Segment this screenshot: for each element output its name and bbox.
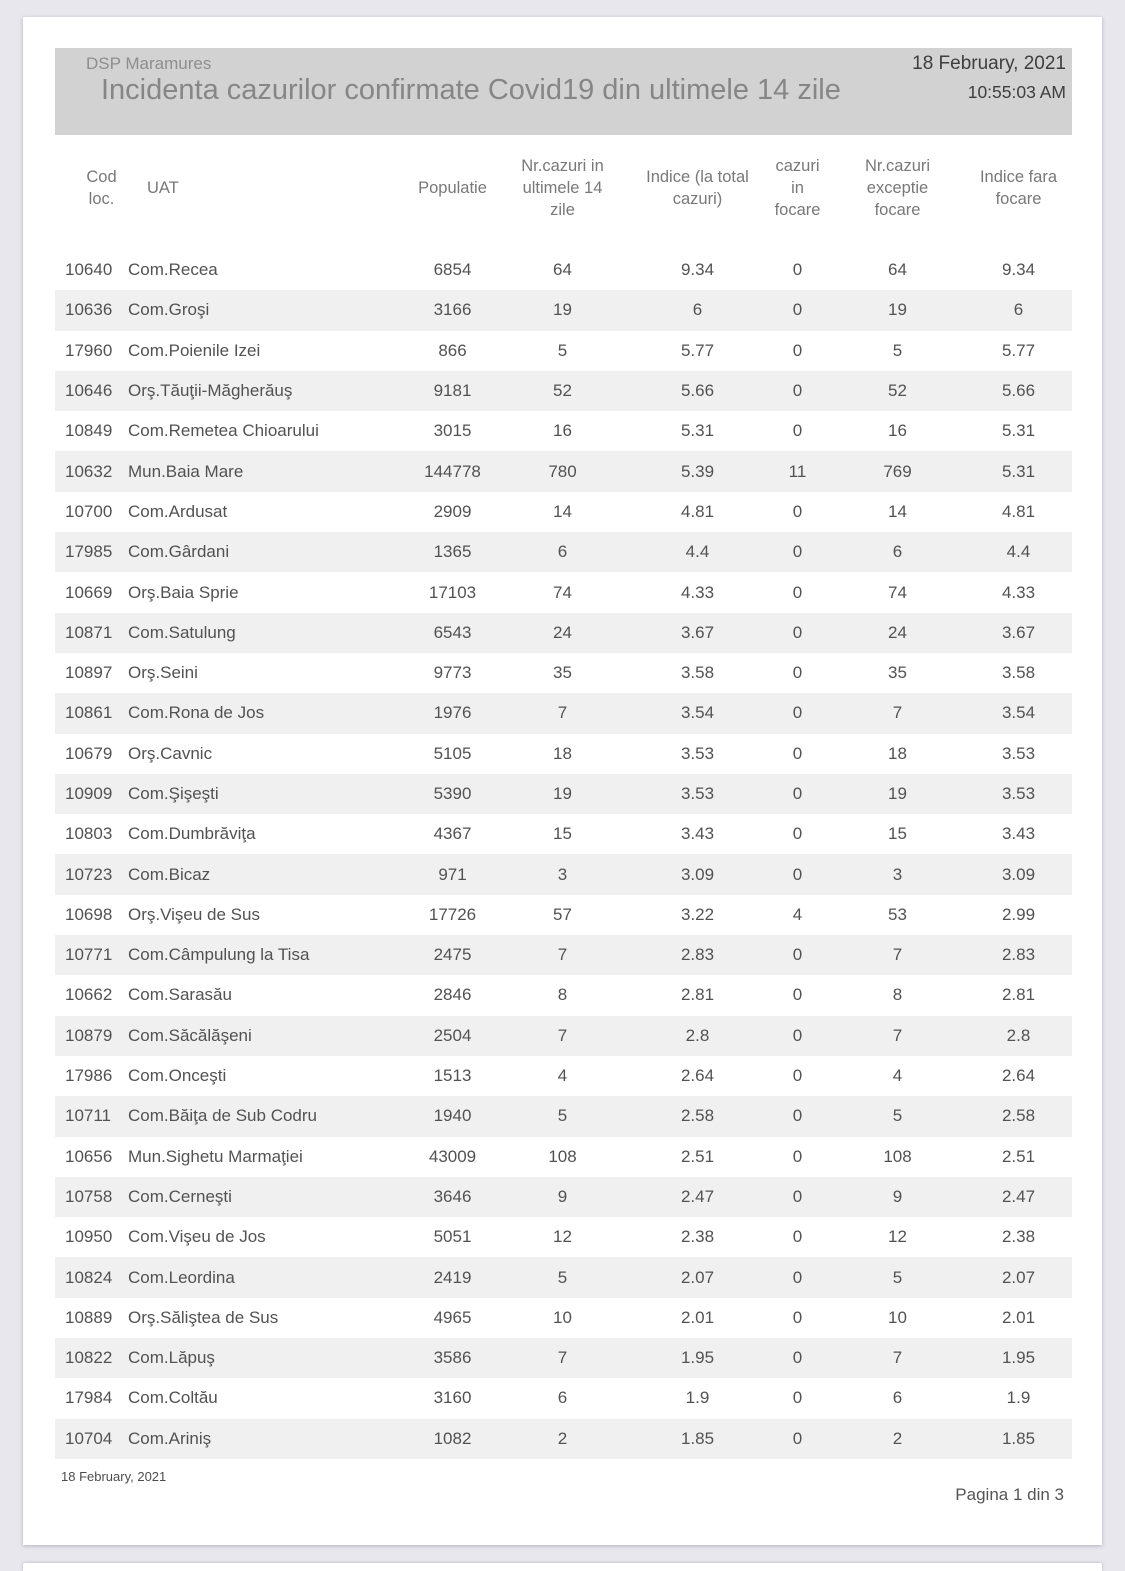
report-time: 10:55:03 AM — [967, 82, 1066, 102]
cell-indice-total: 2.83 — [680, 945, 715, 965]
cell-populatie: 971 — [438, 864, 467, 884]
cell-nr-cazuri-exceptie-focare: 10 — [888, 1307, 907, 1327]
cell-nr-cazuri-14-zile: 6 — [557, 1388, 568, 1408]
cell-uat: Com.Lăpuş — [128, 1348, 215, 1368]
column-header-cazuri-in-focare — [765, 145, 830, 233]
table-body — [55, 250, 1072, 1459]
cell-indice-total: 2.47 — [680, 1186, 715, 1206]
report-page — [23, 17, 1102, 1545]
cell-cazuri-in-focare: 0 — [792, 582, 803, 602]
cell-populatie: 3160 — [433, 1388, 472, 1408]
table-row — [55, 290, 1072, 330]
cell-cod-loc: 10662 — [65, 985, 113, 1005]
cell-cazuri-in-focare: 0 — [792, 622, 803, 642]
report-title: Incidenta cazurilor confirmate Covid19 din ultimele 14 zile — [101, 74, 841, 106]
cell-nr-cazuri-exceptie-focare: 4 — [892, 1066, 903, 1086]
cell-cazuri-in-focare: 0 — [792, 260, 803, 280]
cell-cod-loc: 17986 — [65, 1066, 113, 1086]
cell-populatie: 9773 — [433, 663, 472, 683]
cell-cod-loc: 10698 — [65, 904, 113, 924]
cell-nr-cazuri-exceptie-focare: 769 — [883, 461, 912, 481]
cell-nr-cazuri-exceptie-focare: 19 — [888, 300, 907, 320]
cell-cod-loc: 10723 — [65, 864, 113, 884]
cell-cazuri-in-focare: 0 — [792, 824, 803, 844]
cell-populatie: 1513 — [433, 1066, 472, 1086]
cell-indice-total: 1.95 — [680, 1348, 715, 1368]
cell-uat: Com.Recea — [128, 260, 218, 280]
cell-cazuri-in-focare: 0 — [792, 1307, 803, 1327]
table-row — [55, 371, 1072, 411]
cell-indice-total: 2.01 — [680, 1307, 715, 1327]
cell-nr-cazuri-exceptie-focare: 5 — [892, 1267, 903, 1287]
table-row — [55, 1257, 1072, 1297]
cell-indice-fara-focare: 2.99 — [1001, 904, 1036, 924]
cell-uat: Com.Săcălăşeni — [128, 1025, 252, 1045]
cell-uat: Com.Ariniş — [128, 1428, 212, 1448]
cell-nr-cazuri-exceptie-focare: 18 — [888, 743, 907, 763]
cell-cod-loc: 10632 — [65, 461, 113, 481]
table-row — [55, 854, 1072, 894]
cell-nr-cazuri-14-zile: 5 — [557, 340, 568, 360]
cell-indice-fara-focare: 2.58 — [1001, 1106, 1036, 1126]
cell-uat: Com.Vişeu de Jos — [128, 1227, 266, 1247]
table-row — [55, 613, 1072, 653]
cell-indice-total: 4.33 — [680, 582, 715, 602]
cell-cazuri-in-focare: 0 — [792, 542, 803, 562]
cell-indice-total: 2.07 — [680, 1267, 715, 1287]
cell-cazuri-in-focare: 0 — [792, 381, 803, 401]
cell-cazuri-in-focare: 0 — [792, 501, 803, 521]
cell-indice-fara-focare: 3.53 — [1001, 784, 1036, 803]
cell-uat: Orş.Tăuţii-Măgherăuş — [128, 381, 293, 401]
cell-populatie: 17103 — [428, 582, 477, 602]
cell-cod-loc: 10640 — [65, 260, 113, 280]
table-header-row — [55, 145, 1072, 233]
cell-uat: Com.Remetea Chioarului — [128, 421, 319, 441]
cell-nr-cazuri-14-zile: 3 — [557, 864, 568, 884]
table-row — [55, 975, 1072, 1015]
cell-uat: Orş.Vişeu de Sus — [128, 904, 260, 924]
cell-uat: Com.Satulung — [128, 622, 236, 642]
cell-populatie: 1940 — [433, 1106, 472, 1126]
cell-cazuri-in-focare: 0 — [792, 703, 803, 723]
table-row — [55, 653, 1072, 693]
cell-populatie: 2909 — [433, 501, 472, 521]
cell-nr-cazuri-exceptie-focare: 16 — [888, 421, 907, 441]
cell-uat: Mun.Sighetu Marmaţiei — [128, 1146, 303, 1166]
column-header-indice-fara-focare — [965, 145, 1072, 233]
cell-populatie: 1365 — [433, 542, 472, 562]
cell-indice-total: 5.39 — [680, 461, 715, 481]
cell-nr-cazuri-14-zile: 780 — [548, 461, 577, 481]
cell-cod-loc: 10711 — [65, 1106, 112, 1126]
table-row — [55, 451, 1072, 491]
cell-nr-cazuri-exceptie-focare: 74 — [888, 582, 907, 602]
cell-cazuri-in-focare: 0 — [792, 1146, 803, 1166]
cell-populatie: 2846 — [433, 985, 472, 1005]
cell-cazuri-in-focare: 0 — [792, 1388, 803, 1408]
cell-nr-cazuri-14-zile: 24 — [553, 622, 572, 642]
cell-nr-cazuri-exceptie-focare: 8 — [892, 985, 903, 1005]
cell-uat: Mun.Baia Mare — [128, 461, 244, 481]
cell-nr-cazuri-exceptie-focare: 53 — [888, 904, 907, 924]
cell-indice-total: 1.85 — [680, 1428, 715, 1448]
cell-nr-cazuri-14-zile: 12 — [553, 1227, 572, 1247]
column-header-label: Indice fara focare — [979, 168, 1058, 208]
cell-cazuri-in-focare: 0 — [792, 743, 803, 763]
cell-indice-fara-focare: 3.54 — [1001, 703, 1036, 723]
cell-cod-loc: 10861 — [65, 703, 113, 723]
table-row — [55, 250, 1072, 290]
cell-indice-total: 4.81 — [680, 501, 715, 521]
cell-cod-loc: 10636 — [65, 300, 113, 320]
cell-nr-cazuri-exceptie-focare: 35 — [888, 663, 907, 683]
cell-uat: Com.Bicaz — [128, 864, 211, 884]
column-header-label: Populatie — [418, 179, 487, 198]
cell-uat: Com.Sarasău — [128, 985, 232, 1005]
cell-populatie: 5390 — [433, 784, 472, 803]
cell-populatie: 2475 — [433, 945, 472, 965]
cell-nr-cazuri-14-zile: 16 — [553, 421, 572, 441]
cell-indice-total: 2.8 — [685, 1025, 710, 1045]
table-row — [55, 1378, 1072, 1418]
cell-indice-total: 3.67 — [680, 622, 715, 642]
cell-cazuri-in-focare: 0 — [792, 1106, 803, 1126]
cell-nr-cazuri-exceptie-focare: 64 — [888, 260, 907, 280]
cell-indice-fara-focare: 3.09 — [1001, 864, 1036, 884]
column-header-label: Nr.cazuri in ultimele 14 zile — [521, 157, 604, 219]
cell-nr-cazuri-exceptie-focare: 15 — [888, 824, 907, 844]
cell-uat: Com.Şişeşti — [128, 784, 219, 803]
cell-populatie: 43009 — [428, 1146, 477, 1166]
cell-cazuri-in-focare: 11 — [788, 461, 807, 481]
cell-cod-loc: 17984 — [65, 1388, 113, 1408]
table-row — [55, 734, 1072, 774]
cell-populatie: 2504 — [433, 1025, 472, 1045]
cell-populatie: 5051 — [433, 1227, 472, 1247]
cell-nr-cazuri-exceptie-focare: 7 — [892, 703, 903, 723]
next-page-edge — [23, 1563, 1102, 1571]
table-row — [55, 1096, 1072, 1136]
cell-indice-fara-focare: 1.9 — [1006, 1388, 1031, 1408]
cell-indice-fara-focare: 2.64 — [1001, 1066, 1036, 1086]
cell-cazuri-in-focare: 0 — [792, 1186, 803, 1206]
cell-cazuri-in-focare: 0 — [792, 985, 803, 1005]
cell-populatie: 3646 — [433, 1186, 472, 1206]
cell-cazuri-in-focare: 0 — [792, 1267, 803, 1287]
cell-cazuri-in-focare: 0 — [792, 784, 803, 803]
column-header-label: cazuri in focare — [774, 157, 821, 219]
column-header-label: Indice (la total cazuri) — [646, 168, 749, 208]
cell-nr-cazuri-14-zile: 19 — [553, 300, 572, 320]
cell-nr-cazuri-exceptie-focare: 5 — [892, 340, 903, 360]
cell-nr-cazuri-14-zile: 64 — [553, 260, 572, 280]
cell-nr-cazuri-exceptie-focare: 19 — [888, 784, 907, 803]
cell-cazuri-in-focare: 0 — [792, 1227, 803, 1247]
cell-nr-cazuri-exceptie-focare: 14 — [888, 501, 907, 521]
cell-cazuri-in-focare: 0 — [792, 945, 803, 965]
cell-nr-cazuri-14-zile: 5 — [557, 1106, 568, 1126]
cell-uat: Com.Rona de Jos — [128, 703, 265, 723]
cell-cod-loc: 10849 — [65, 421, 113, 441]
column-header-cod-loc — [55, 145, 128, 233]
cell-nr-cazuri-14-zile: 6 — [557, 542, 568, 562]
table-row — [55, 1217, 1072, 1257]
cell-nr-cazuri-exceptie-focare: 24 — [888, 622, 907, 642]
cell-cod-loc: 10669 — [65, 582, 113, 602]
cell-nr-cazuri-exceptie-focare: 12 — [888, 1227, 907, 1247]
cell-cod-loc: 10771 — [65, 945, 113, 965]
cell-populatie: 6543 — [433, 622, 472, 642]
cell-uat: Com.Leordina — [128, 1267, 235, 1287]
cell-uat: Com.Dumbrăviţa — [128, 824, 256, 844]
cell-populatie: 866 — [438, 340, 467, 360]
table-row — [55, 693, 1072, 733]
cell-cazuri-in-focare: 0 — [792, 1428, 803, 1448]
report-header-band — [55, 48, 1072, 135]
cell-indice-total: 5.77 — [680, 340, 715, 360]
column-header-nr-cazuri-14-zile — [495, 145, 630, 233]
cell-nr-cazuri-14-zile: 7 — [557, 1348, 568, 1368]
cell-nr-cazuri-14-zile: 57 — [553, 904, 572, 924]
cell-cod-loc: 10803 — [65, 824, 113, 844]
cell-populatie: 2419 — [433, 1267, 472, 1287]
cell-nr-cazuri-14-zile: 9 — [557, 1186, 568, 1206]
cell-indice-total: 2.58 — [680, 1106, 715, 1126]
cell-indice-total: 6 — [692, 300, 703, 320]
cell-nr-cazuri-14-zile: 74 — [553, 582, 572, 602]
table-row — [55, 895, 1072, 935]
cell-indice-fara-focare: 3.43 — [1001, 824, 1036, 844]
cell-indice-total: 2.51 — [680, 1146, 715, 1166]
cell-cod-loc: 10646 — [65, 381, 113, 401]
cell-cod-loc: 10656 — [65, 1146, 113, 1166]
cell-indice-fara-focare: 5.66 — [1001, 381, 1036, 401]
cell-uat: Orş.Baia Sprie — [128, 582, 239, 602]
cell-indice-total: 3.09 — [680, 864, 715, 884]
cell-populatie: 9181 — [433, 381, 472, 401]
cell-indice-total: 5.31 — [680, 421, 715, 441]
cell-nr-cazuri-exceptie-focare: 2 — [892, 1428, 903, 1448]
cell-indice-fara-focare: 2.83 — [1001, 945, 1036, 965]
cell-populatie: 144778 — [424, 461, 481, 481]
report-date: 18 February, 2021 — [912, 53, 1066, 74]
cell-indice-fara-focare: 2.8 — [1006, 1025, 1031, 1045]
cell-cod-loc: 10889 — [65, 1307, 113, 1327]
cell-indice-fara-focare: 6 — [1013, 300, 1024, 320]
cell-uat: Orş.Seini — [128, 663, 198, 683]
column-header-indice-total — [630, 145, 765, 233]
cell-indice-fara-focare: 1.95 — [1001, 1348, 1036, 1368]
table-row — [55, 1016, 1072, 1056]
cell-indice-fara-focare: 4.33 — [1001, 582, 1036, 602]
cell-nr-cazuri-14-zile: 10 — [553, 1307, 572, 1327]
cell-cod-loc: 10871 — [65, 622, 113, 642]
cell-indice-total: 3.54 — [680, 703, 715, 723]
cell-nr-cazuri-14-zile: 15 — [553, 824, 572, 844]
cell-populatie: 1082 — [433, 1428, 472, 1448]
cell-cod-loc: 10704 — [65, 1428, 113, 1448]
table-row — [55, 532, 1072, 572]
cell-indice-total: 3.53 — [680, 743, 715, 763]
cell-cod-loc: 10679 — [65, 743, 113, 763]
cell-populatie: 3166 — [433, 300, 472, 320]
cell-indice-total: 4.4 — [685, 542, 710, 562]
cell-nr-cazuri-14-zile: 7 — [557, 1025, 568, 1045]
cell-uat: Com.Cerneşti — [128, 1186, 232, 1206]
table-row — [55, 1298, 1072, 1338]
table-row — [55, 492, 1072, 532]
table-row — [55, 572, 1072, 612]
cell-indice-total: 2.64 — [680, 1066, 715, 1086]
cell-nr-cazuri-14-zile: 8 — [557, 985, 568, 1005]
cell-cazuri-in-focare: 0 — [792, 1348, 803, 1368]
cell-indice-fara-focare: 5.77 — [1001, 340, 1036, 360]
footer-page-number: Pagina 1 din 3 — [955, 1485, 1064, 1504]
column-header-label: UAT — [147, 179, 179, 198]
cell-nr-cazuri-exceptie-focare: 7 — [892, 945, 903, 965]
table-row — [55, 411, 1072, 451]
cell-indice-total: 1.9 — [685, 1388, 710, 1408]
cell-cazuri-in-focare: 0 — [792, 300, 803, 320]
cell-uat: Orş.Cavnic — [128, 743, 213, 763]
cell-nr-cazuri-exceptie-focare: 7 — [892, 1025, 903, 1045]
cell-uat: Com.Coltău — [128, 1388, 218, 1408]
cell-nr-cazuri-exceptie-focare: 6 — [892, 542, 903, 562]
table-row — [55, 331, 1072, 371]
cell-cazuri-in-focare: 0 — [792, 1025, 803, 1045]
cell-indice-fara-focare: 2.07 — [1001, 1267, 1036, 1287]
cell-nr-cazuri-14-zile: 4 — [557, 1066, 568, 1086]
cell-nr-cazuri-14-zile: 35 — [553, 663, 572, 683]
cell-cod-loc: 10824 — [65, 1267, 113, 1287]
cell-uat: Com.Ardusat — [128, 501, 228, 521]
cell-populatie: 5105 — [433, 743, 472, 763]
cell-nr-cazuri-exceptie-focare: 3 — [892, 864, 903, 884]
table-row — [55, 1137, 1072, 1177]
cell-indice-total: 2.38 — [680, 1227, 715, 1247]
incidence-table — [55, 145, 1072, 1459]
cell-populatie: 1976 — [433, 703, 472, 723]
table-row — [55, 1338, 1072, 1378]
table-row — [55, 814, 1072, 854]
cell-cazuri-in-focare: 0 — [792, 340, 803, 360]
table-row — [55, 774, 1072, 814]
cell-indice-fara-focare: 3.53 — [1001, 743, 1036, 763]
cell-populatie: 4367 — [433, 824, 472, 844]
cell-populatie: 6854 — [433, 260, 472, 280]
cell-cod-loc: 10822 — [65, 1348, 113, 1368]
cell-cod-loc: 17985 — [65, 542, 113, 562]
cell-cazuri-in-focare: 0 — [792, 1066, 803, 1086]
cell-uat: Orş.Săliştea de Sus — [128, 1307, 279, 1327]
table-row — [55, 1177, 1072, 1217]
cell-uat: Com.Băiţa de Sub Codru — [128, 1106, 317, 1126]
column-header-label: Nr.cazuri exceptie focare — [864, 157, 931, 219]
cell-cod-loc: 10758 — [65, 1186, 113, 1206]
cell-indice-fara-focare: 3.67 — [1001, 622, 1036, 642]
cell-nr-cazuri-exceptie-focare: 52 — [888, 381, 907, 401]
cell-cod-loc: 10909 — [65, 784, 113, 803]
cell-populatie: 17726 — [428, 904, 477, 924]
cell-indice-fara-focare: 2.47 — [1001, 1186, 1036, 1206]
column-header-uat — [128, 145, 410, 233]
column-header-label: Cod loc. — [86, 168, 117, 208]
cell-nr-cazuri-14-zile: 7 — [557, 945, 568, 965]
cell-nr-cazuri-14-zile: 108 — [548, 1146, 577, 1166]
cell-cod-loc: 17960 — [65, 340, 113, 360]
cell-indice-fara-focare: 2.81 — [1001, 985, 1036, 1005]
cell-indice-fara-focare: 4.4 — [1006, 542, 1031, 562]
cell-nr-cazuri-14-zile: 2 — [557, 1428, 568, 1448]
column-header-populatie — [410, 145, 495, 233]
footer-date: 18 February, 2021 — [61, 1469, 167, 1484]
cell-nr-cazuri-14-zile: 19 — [553, 784, 572, 803]
cell-populatie: 4965 — [433, 1307, 472, 1327]
cell-populatie: 3015 — [433, 421, 472, 441]
table-row — [55, 1056, 1072, 1096]
cell-indice-fara-focare: 2.51 — [1001, 1146, 1036, 1166]
cell-uat: Com.Gârdani — [128, 542, 230, 562]
org-name: DSP Maramures — [86, 54, 212, 73]
cell-indice-fara-focare: 2.38 — [1001, 1227, 1036, 1247]
cell-uat: Com.Groşi — [128, 300, 210, 320]
cell-indice-total: 5.66 — [680, 381, 715, 401]
cell-indice-fara-focare: 5.31 — [1001, 461, 1036, 481]
cell-indice-fara-focare: 5.31 — [1001, 421, 1036, 441]
cell-populatie: 3586 — [433, 1348, 472, 1368]
cell-nr-cazuri-exceptie-focare: 9 — [892, 1186, 903, 1206]
cell-indice-total: 3.53 — [680, 784, 715, 803]
cell-indice-fara-focare: 3.58 — [1001, 663, 1036, 683]
cell-indice-fara-focare: 1.85 — [1001, 1428, 1036, 1448]
cell-nr-cazuri-exceptie-focare: 108 — [883, 1146, 912, 1166]
cell-nr-cazuri-14-zile: 7 — [557, 703, 568, 723]
cell-nr-cazuri-exceptie-focare: 5 — [892, 1106, 903, 1126]
cell-uat: Com.Onceşti — [128, 1066, 227, 1086]
cell-uat: Com.Câmpulung la Tisa — [128, 945, 310, 965]
cell-cod-loc: 10897 — [65, 663, 113, 683]
cell-indice-fara-focare: 2.01 — [1001, 1307, 1036, 1327]
cell-indice-total: 3.58 — [680, 663, 715, 683]
cell-cazuri-in-focare: 4 — [792, 904, 803, 924]
cell-nr-cazuri-exceptie-focare: 6 — [892, 1388, 903, 1408]
cell-indice-fara-focare: 9.34 — [1001, 260, 1036, 280]
cell-nr-cazuri-exceptie-focare: 7 — [892, 1348, 903, 1368]
cell-cazuri-in-focare: 0 — [792, 421, 803, 441]
cell-nr-cazuri-14-zile: 5 — [557, 1267, 568, 1287]
cell-indice-fara-focare: 4.81 — [1001, 501, 1036, 521]
table-row — [55, 1419, 1072, 1459]
cell-indice-total: 3.43 — [680, 824, 715, 844]
cell-nr-cazuri-14-zile: 14 — [553, 501, 572, 521]
cell-indice-total: 3.22 — [680, 904, 715, 924]
cell-indice-total: 9.34 — [680, 260, 715, 280]
cell-uat: Com.Poienile Izei — [128, 340, 261, 360]
cell-cod-loc: 10879 — [65, 1025, 113, 1045]
cell-nr-cazuri-14-zile: 18 — [553, 743, 572, 763]
cell-cod-loc: 10700 — [65, 501, 113, 521]
column-header-nr-cazuri-exceptie-focare — [830, 145, 965, 233]
cell-indice-total: 2.81 — [680, 985, 715, 1005]
table-row — [55, 935, 1072, 975]
cell-nr-cazuri-14-zile: 52 — [553, 381, 572, 401]
cell-cod-loc: 10950 — [65, 1227, 113, 1247]
cell-cazuri-in-focare: 0 — [792, 864, 803, 884]
cell-cazuri-in-focare: 0 — [792, 663, 803, 683]
